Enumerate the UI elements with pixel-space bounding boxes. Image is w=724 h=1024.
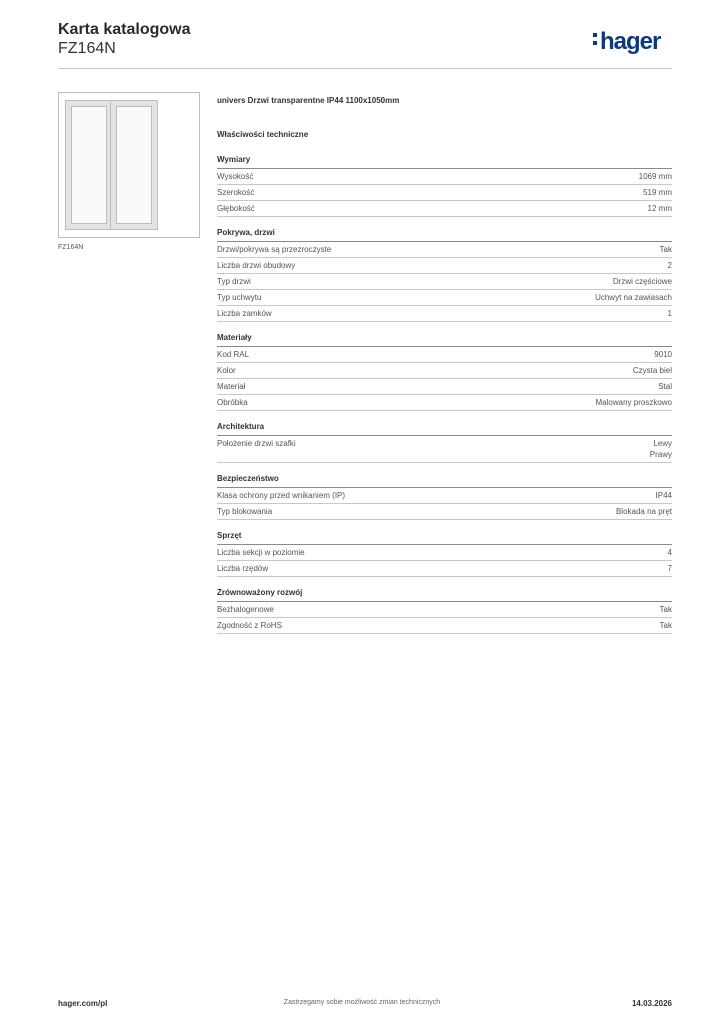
header-divider [58,68,672,69]
spec-row [217,602,672,618]
section-title: Bezpieczeństwo [217,474,672,488]
spec-value [660,604,672,615]
spec-label: Liczba drzwi obudowy [217,261,296,270]
spec-value [596,397,672,408]
spec-label: Kolor [217,366,236,375]
spec-value-line: IP44 [655,491,672,500]
spec-value [668,308,672,319]
spec-value-line: Prawy [649,450,672,459]
spec-row [217,395,672,411]
spec-row [217,258,672,274]
spec-label: Typ drzwi [217,277,251,286]
spec-label: Szerokość [217,188,255,197]
spec-row [217,185,672,201]
spec-value-line: 4 [667,548,672,557]
spec-row [217,504,672,520]
spec-value [654,349,672,360]
door-left-icon [66,101,112,229]
spec-section [217,155,672,217]
spec-value-line: Tak [659,621,672,630]
spec-value-line: 1 [667,309,672,318]
section-title: Materiały [217,333,672,347]
spec-value [639,171,672,182]
spec-row [217,488,672,504]
spec-label: Zgodność z RoHS [217,621,282,630]
hager-logo [593,28,660,56]
spec-label: Typ uchwytu [217,293,262,302]
spec-row [217,274,672,290]
spec-value-line: Stal [658,382,672,391]
spec-label: Materiał [217,382,246,391]
spec-value [650,438,672,460]
footer-website[interactable]: hager.com/pl [58,999,108,1008]
spec-value-line: Drzwi częściowe [612,277,672,286]
spec-value-line: 519 mm [643,188,672,197]
spec-label: Obróbka [217,398,248,407]
product-image [58,92,200,238]
product-code: FZ164N [58,40,116,57]
spec-value-line: 1069 mm [638,172,672,181]
spec-row [217,169,672,185]
spec-section [217,422,672,463]
spec-label: Kod RAL [217,350,250,359]
spec-row [217,201,672,217]
page-title: Karta katalogowa [58,21,191,38]
section-title: Wymiary [217,155,672,169]
section-title: Pokrywa, drzwi [217,228,672,242]
section-title: Sprzęt [217,531,672,545]
spec-value [648,203,672,214]
section-title: Zrównoważony rozwój [217,588,672,602]
spec-value [633,365,672,376]
section-title: Architektura [217,422,672,436]
spec-value [595,292,672,303]
spec-value-line: Tak [659,245,672,254]
spec-row [217,561,672,577]
spec-label: Bezhalogenowe [217,605,274,614]
spec-value [660,620,672,631]
logo-text: hager [600,28,661,55]
spec-value-line: Czysta biel [632,366,672,375]
spec-row [217,545,672,561]
spec-label: Położenie drzwi szafki [217,439,296,448]
tech-heading: Właściwości techniczne [217,130,309,139]
spec-value [668,547,672,558]
spec-value [613,276,672,287]
spec-row [217,363,672,379]
spec-label: Drzwi/pokrywa są przezroczyste [217,245,332,254]
spec-label: Liczba rzędów [217,564,269,573]
spec-value-line: Uchwyt na zawiasach [595,293,672,302]
spec-value-line: 9010 [654,350,672,359]
spec-section [217,588,672,634]
spec-section [217,228,672,322]
spec-label: Liczba sekcji w poziomie [217,548,305,557]
spec-label: Głębokość [217,204,255,213]
footer-note: Zastrzegamy sobie możliwość zmian technicznych [283,999,441,1006]
spec-row [217,347,672,363]
footer-date: 14.03.2026 [631,999,672,1008]
spec-value [616,506,672,517]
spec-content [217,96,672,634]
spec-label: Klasa ochrony przed wnikaniem (IP) [217,491,346,500]
spec-section [217,531,672,577]
spec-value-line: Tak [659,605,672,614]
spec-value [643,187,672,198]
spec-label: Wysokość [217,172,254,181]
logo-dots-icon [593,33,598,49]
product-title: univers Drzwi transparentne IP44 1100x1050mm [217,96,400,105]
spec-value-line: 7 [667,564,672,573]
spec-value-line: Lewy [653,439,672,448]
spec-row [217,306,672,322]
spec-section [217,333,672,411]
image-caption: FZ164N [58,244,84,251]
spec-value-line: 12 mm [647,204,672,213]
spec-label: Liczba zamków [217,309,272,318]
spec-label: Typ blokowania [217,507,273,516]
spec-value [658,381,672,392]
spec-value-line: Blokada na pręt [615,507,672,516]
spec-row [217,436,672,463]
spec-value [656,490,672,501]
spec-value-line: 2 [667,261,672,270]
door-right-icon [111,101,157,229]
spec-row [217,379,672,395]
spec-value [668,563,672,574]
spec-row [217,290,672,306]
spec-sections [217,155,672,634]
spec-value [668,260,672,271]
spec-row [217,242,672,258]
spec-row [217,618,672,634]
spec-value-line: Malowany proszkowo [595,398,672,407]
spec-section [217,474,672,520]
spec-value [660,244,672,255]
